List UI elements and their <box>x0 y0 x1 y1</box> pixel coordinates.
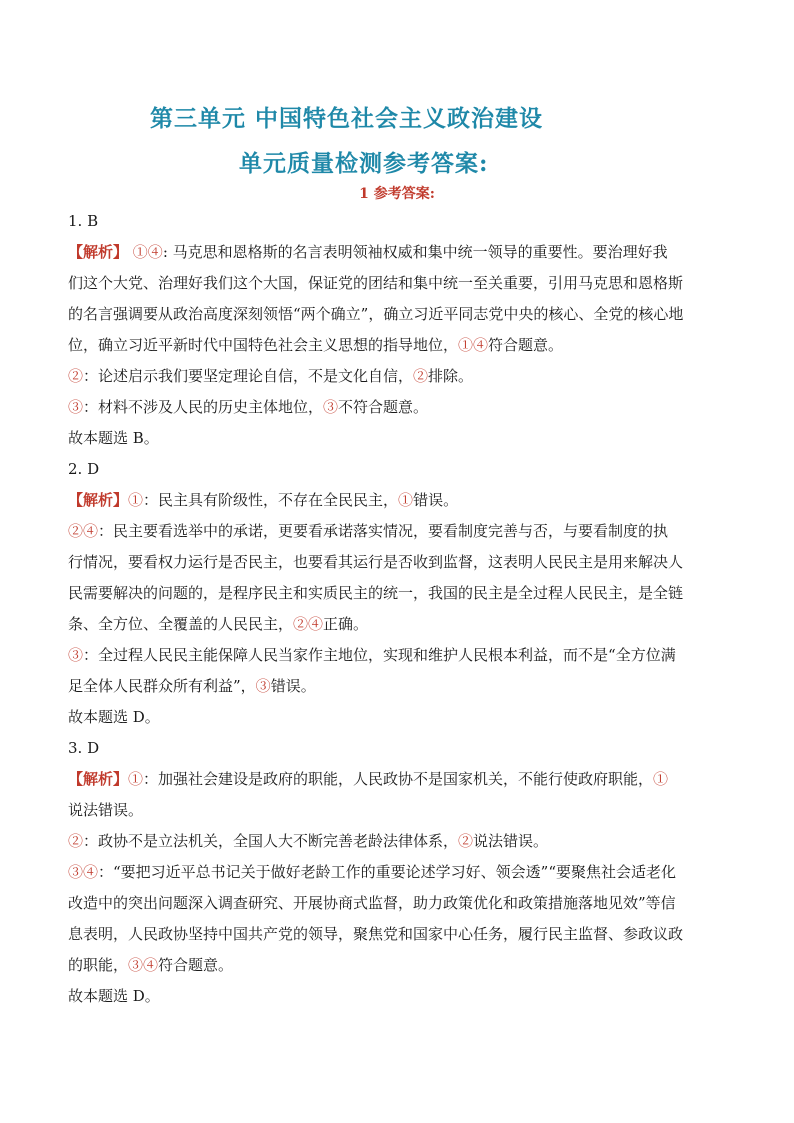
q2-text: 错误。 <box>413 491 459 509</box>
option-marks: ① <box>653 770 669 788</box>
answer-content <box>68 206 726 1012</box>
q1-line-6 <box>68 392 726 423</box>
q2-text: ：民主具有阶级性，不存在全民民主， <box>143 491 399 509</box>
q1-text: ：材料不涉及人民的历史主体地位， <box>83 398 324 416</box>
q3-conclusion: 故本题选 D。 <box>68 987 160 1005</box>
q3-line-3 <box>68 826 726 857</box>
analysis-tag: 【解析】 <box>68 243 129 261</box>
q3-text: 的职能， <box>68 956 129 974</box>
option-marks: ② <box>68 367 84 385</box>
q2-text: 错误。 <box>270 677 316 695</box>
q2-conclusion: 故本题选 D。 <box>68 708 160 726</box>
q3-line-6: 息表明，人民政协坚持中国共产党的领导，聚焦党和国家中心任务，履行民主监督、参政议政 <box>68 925 684 943</box>
q2-text: ：全过程人民民主能保障人民当家作主地位，实现和维护人民根本利益，而不是“全方位满 <box>83 646 676 664</box>
q3-text: 说法错误。 <box>473 832 549 850</box>
option-marks: ①④ <box>132 243 163 261</box>
analysis-tag: 【解析】 <box>68 491 129 509</box>
page-title: 第三单元 中国特色社会主义政治建设 <box>150 105 544 132</box>
option-marks: ②④ <box>68 522 99 540</box>
q1-line-4 <box>68 330 726 361</box>
option-marks: ③④ <box>128 956 159 974</box>
option-marks: ③ <box>255 677 271 695</box>
q3-line-5: 改造中的突出问题深入调查研究、开展协商式监督，助力政策优化和政策措施落地见效”等信 <box>68 894 676 912</box>
q1-line-1 <box>68 237 726 268</box>
q1-conclusion: 故本题选 B。 <box>68 429 159 447</box>
q1-text: : 马克思和恩格斯的名言表明领袖权威和集中统一领导的重要性。要治理好我 <box>162 243 668 261</box>
option-marks: ③ <box>68 646 84 664</box>
q2-text: 正确。 <box>323 615 369 633</box>
q1-line-5 <box>68 361 726 392</box>
q1-text: 位，确立习近平新时代中国特色社会主义思想的指导地位， <box>68 336 459 354</box>
q2-text: 足全体人民群众所有利益”， <box>68 677 256 695</box>
q3-line-7 <box>68 950 726 981</box>
option-marks: ③ <box>68 398 84 416</box>
q2-line-6 <box>68 640 726 671</box>
q3-text: 符合题意。 <box>158 956 234 974</box>
q1-text: ：论述启示我们要坚定理论自信，不是文化自信， <box>83 367 414 385</box>
q1-line-3: 的名言强调要从政治高度深刻领悟“两个确立”，确立习近平同志党中央的核心、全党的核心地 <box>68 305 684 323</box>
q1-line-2: 们这个大党、治理好我们这个大国，保证党的团结和集中统一至关重要，引用马克思和恩格斯 <box>68 274 684 292</box>
page-subtitle: 单元质量检测参考答案: <box>239 150 489 177</box>
q2-line-7 <box>68 671 726 702</box>
q2-line-5 <box>68 609 726 640</box>
q3-text: ：加强社会建设是政府的职能，人民政协不是国家机关，不能行使政府职能， <box>143 770 654 788</box>
option-marks: ① <box>128 491 144 509</box>
q2-line-2 <box>68 516 726 547</box>
q1-number: 1. B <box>68 212 99 230</box>
option-marks: ②④ <box>293 615 324 633</box>
q2-line-1 <box>68 485 726 516</box>
option-marks: ① <box>128 770 144 788</box>
q1-text: 不符合题意。 <box>338 398 429 416</box>
q2-text: ：民主要看选举中的承诺，更要看承诺落实情况，要看制度完善与否，与要看制度的执 <box>98 522 669 540</box>
option-marks: ② <box>458 832 474 850</box>
option-marks: ① <box>398 491 414 509</box>
option-marks: ③ <box>323 398 339 416</box>
q2-text: 条、全方位、全覆盖的人民民主， <box>68 615 294 633</box>
q2-line-4: 民需要解决的问题的，是程序民主和实质民主的统一，我国的民主是全过程人民民主，是全链 <box>68 584 684 602</box>
option-marks: ② <box>68 832 84 850</box>
q3-text: ：政协不是立法机关，全国人大不断完善老龄法律体系， <box>83 832 459 850</box>
q3-number: 3. D <box>68 739 100 757</box>
q2-number: 2. D <box>68 460 100 478</box>
q2-line-3: 行情况，要看权力运行是否民主，也要看其运行是否收到监督，这表明人民民主是用来解决人 <box>68 553 684 571</box>
answer-label: 1 参考答案: <box>359 186 435 202</box>
q1-text: 符合题意。 <box>488 336 564 354</box>
option-marks: ③④ <box>68 863 99 881</box>
q3-text: ：“要把习近平总书记关于做好老龄工作的重要论述学习好、领会透”“要聚焦社会适老化 <box>98 863 677 881</box>
q3-line-4 <box>68 857 726 888</box>
q3-line-1 <box>68 764 726 795</box>
analysis-tag: 【解析】 <box>68 770 129 788</box>
option-marks: ①④ <box>458 336 489 354</box>
option-marks: ② <box>413 367 429 385</box>
q1-text: 排除。 <box>428 367 474 385</box>
q3-line-2: 说法错误。 <box>68 801 144 819</box>
